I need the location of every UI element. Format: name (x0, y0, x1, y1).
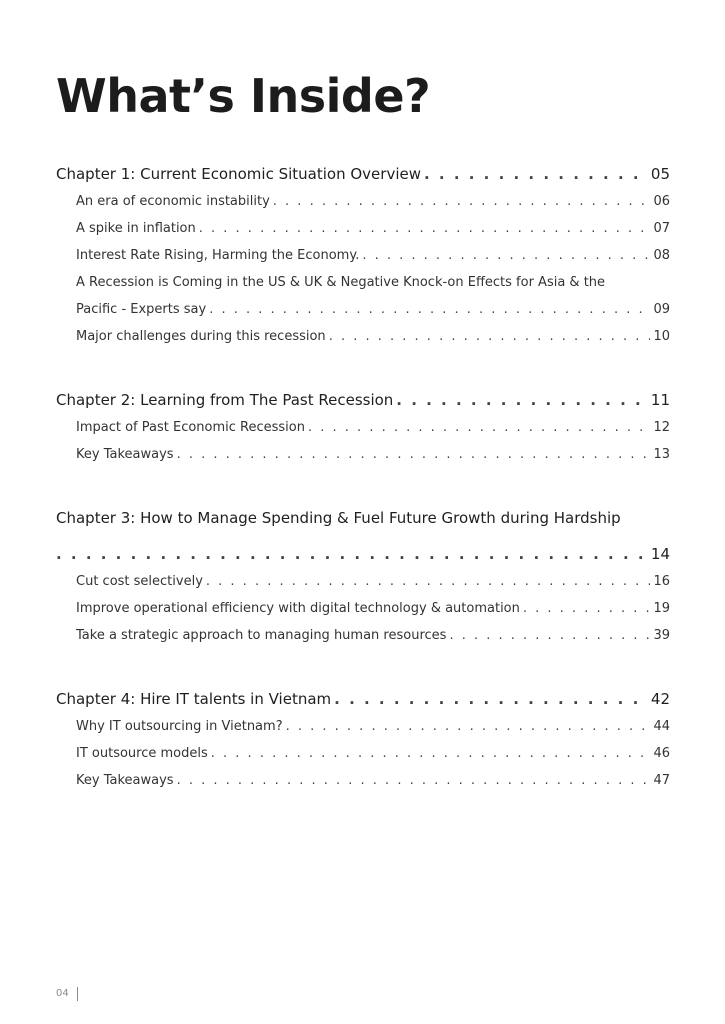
toc-item[interactable] (56, 215, 670, 242)
toc-item[interactable] (56, 188, 670, 215)
dot-leader (177, 441, 651, 468)
page-number: 19 (653, 601, 670, 616)
dot-leader (308, 414, 650, 441)
toc-item[interactable] (56, 441, 670, 468)
page-number: 47 (653, 773, 670, 788)
dot-leader (211, 740, 651, 767)
toc-chapter-2[interactable] (56, 386, 670, 414)
page-number: 39 (653, 628, 670, 643)
toc-item[interactable] (56, 767, 670, 794)
dot-leader (273, 188, 651, 215)
dot-leader (449, 622, 650, 649)
toc-item[interactable] (56, 323, 670, 350)
toc-item[interactable] (56, 414, 670, 441)
footer-divider (77, 987, 78, 1001)
dot-leader (56, 540, 648, 568)
toc-item-line1[interactable]: A Recession is Coming in the US & UK & Negative Knock-on Effects for Asia & the (76, 275, 606, 290)
page-number: 05 (650, 165, 670, 183)
item-title: Why IT outsourcing in Vietnam? (76, 719, 283, 734)
page-title: What’s Inside? (56, 69, 431, 123)
page-number: 12 (653, 420, 670, 435)
dot-leader (334, 685, 648, 713)
dot-leader (199, 215, 651, 242)
chapter-title: Chapter 4: Hire IT talents in Vietnam (56, 690, 332, 708)
item-title: An era of economic instability (76, 194, 270, 209)
dot-leader (206, 568, 651, 595)
toc-item[interactable] (56, 296, 670, 323)
item-title: Impact of Past Economic Recession (76, 420, 305, 435)
item-title: Key Takeaways (76, 447, 174, 462)
toc-chapter-3-title[interactable]: Chapter 3: How to Manage Spending & Fuel Future Growth during Hardship (56, 509, 621, 527)
item-title: Improve operational efficiency with digital technology & automation (76, 601, 520, 616)
dot-leader (523, 595, 651, 622)
item-title: Take a strategic approach to managing human resources (76, 628, 447, 643)
footer-page-number: 04 (56, 988, 69, 999)
toc-item[interactable] (56, 622, 670, 649)
page-number: 46 (653, 746, 670, 761)
page-number: 11 (650, 391, 670, 409)
page-number: 13 (653, 447, 670, 462)
item-title: Key Takeaways (76, 773, 174, 788)
page-number: 09 (653, 302, 670, 317)
dot-leader (286, 713, 651, 740)
item-title: A spike in inflation (76, 221, 196, 236)
toc-item[interactable] (56, 713, 670, 740)
item-title: Major challenges during this recession (76, 329, 326, 344)
page-number: 10 (653, 329, 670, 344)
toc-chapter-1[interactable] (56, 160, 670, 188)
item-title: Cut cost selectively (76, 574, 203, 589)
page-number: 16 (653, 574, 670, 589)
page-number: 08 (653, 248, 670, 263)
dot-leader (396, 386, 648, 414)
chapter-title: Chapter 2: Learning from The Past Recession (56, 391, 394, 409)
page-number: 42 (650, 690, 670, 708)
toc-item[interactable] (56, 740, 670, 767)
section-gap (56, 649, 670, 685)
toc-chapter-4[interactable] (56, 685, 670, 713)
toc-item[interactable] (56, 595, 670, 622)
dot-leader (209, 296, 650, 323)
page-number: 06 (653, 194, 670, 209)
toc-item[interactable] (56, 568, 670, 595)
page-number: 14 (650, 545, 670, 563)
item-title: Pacific - Experts say (76, 302, 207, 317)
dot-leader (329, 323, 651, 350)
item-title: Interest Rate Rising, Harming the Economy. (76, 248, 360, 263)
table-of-contents (56, 160, 670, 794)
section-gap (56, 468, 670, 504)
dot-leader (424, 160, 648, 188)
dot-leader (177, 767, 651, 794)
toc-chapter-3[interactable] (56, 540, 670, 568)
page-number: 44 (653, 719, 670, 734)
section-gap (56, 350, 670, 386)
item-title: IT outsource models (76, 746, 208, 761)
chapter-title: Chapter 1: Current Economic Situation Overview (56, 165, 421, 183)
toc-item[interactable] (56, 242, 670, 269)
dot-leader (362, 242, 650, 269)
page-number: 07 (653, 221, 670, 236)
